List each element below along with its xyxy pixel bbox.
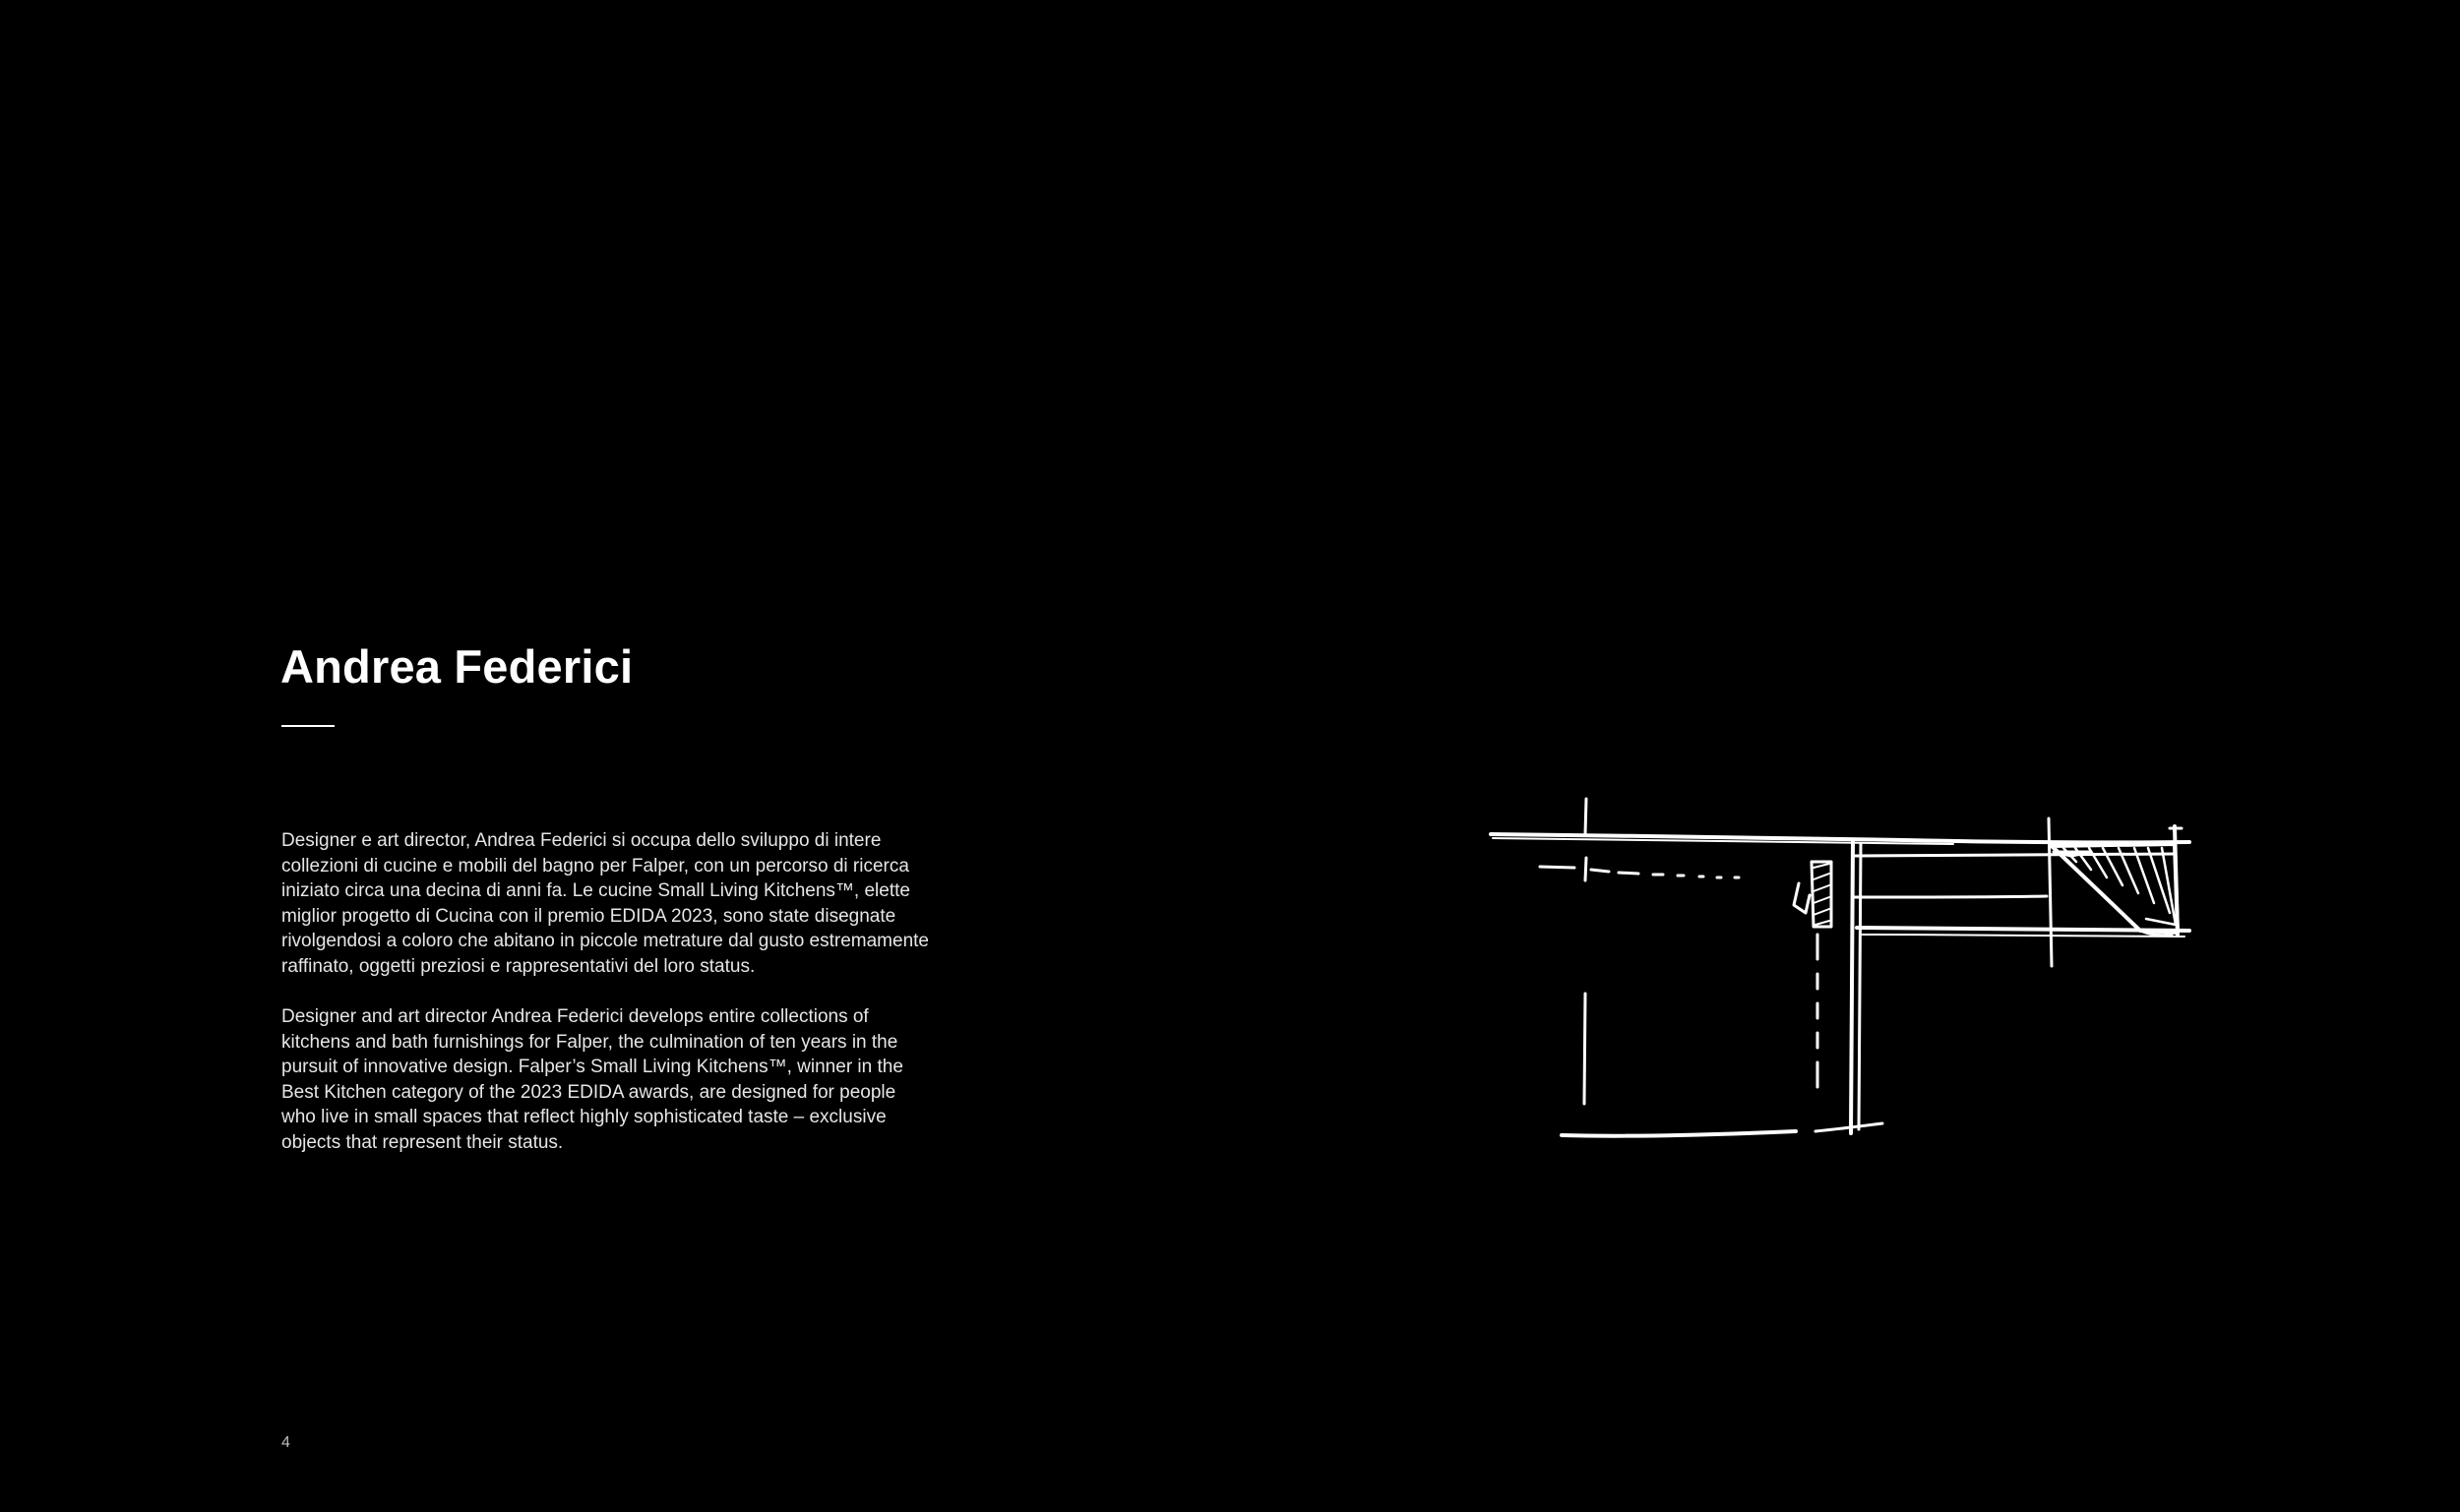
- kitchen-sketch-icon: [1481, 787, 2204, 1151]
- bio-paragraph-english: Designer and art director Andrea Federici develops entire collections of kitchens and bath furnishings for Falper, the culmination of ten years in the pursuit of innovative design. Falper’s Small Living Kitchens™, winner in the Best Kitchen category of the 2023 EDIDA awards, are designed for people who live in small spaces that reflect highly sophisticated taste – exclusive objects that represent their status.: [281, 1006, 903, 1153]
- title-divider: [281, 725, 335, 727]
- bio-paragraph-italian: Designer e art director, Andrea Federici si occupa dello sviluppo di intere collezioni di cucine e mobili del bagno per Falper, con un percorso di ricerca iniziato circa una decina di anni fa. Le cucine Small Living Kitchens™, elette miglior progetto di Cucina con il premio EDIDA 2023, sono state disegnate rivolgendosi a coloro che abitano in piccole metrature dal gusto estremamente raffinato, oggetti preziosi e rappresentativi del loro status.: [281, 830, 929, 977]
- page-title: Andrea Federici: [280, 640, 634, 693]
- page-number: 4: [281, 1434, 290, 1451]
